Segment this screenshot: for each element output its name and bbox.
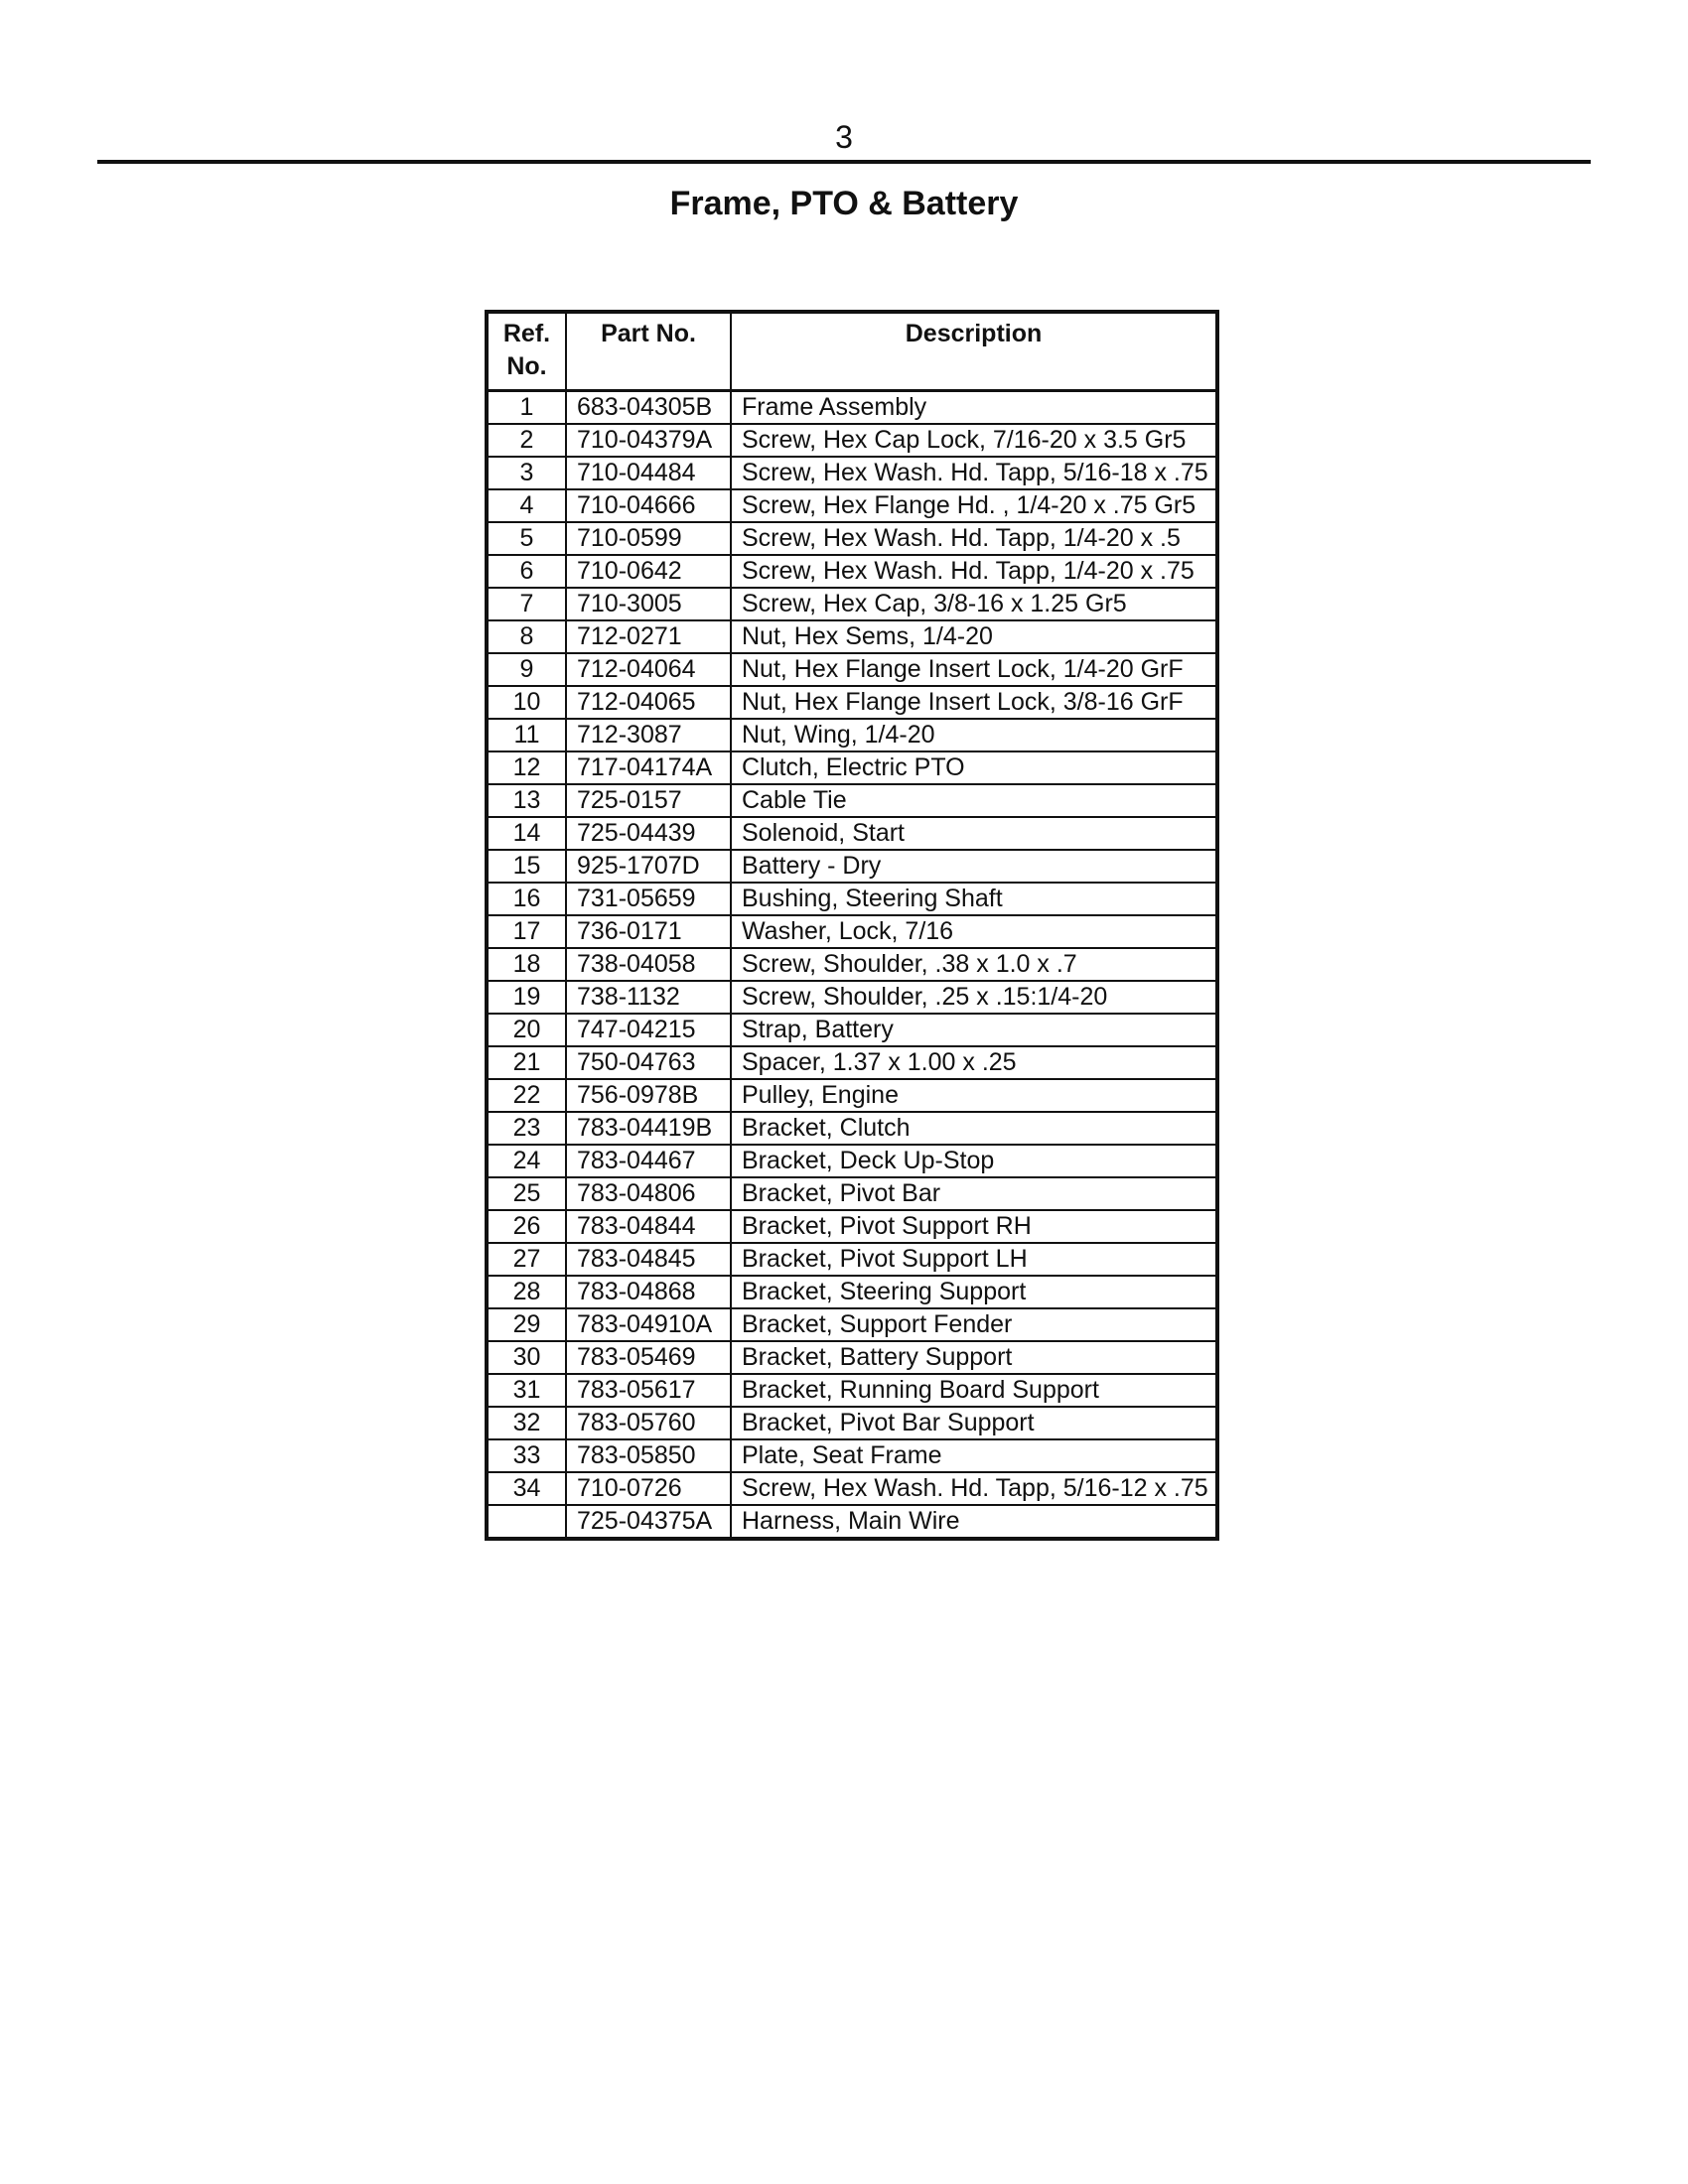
table-row [487, 1112, 1217, 1145]
ref-no-cell: 3 [487, 457, 566, 489]
ref-no-cell: 18 [487, 948, 566, 981]
description-cell: Screw, Hex Cap, 3/8-16 x 1.25 Gr5 [731, 588, 1217, 620]
header-rule [97, 160, 1591, 164]
description-cell: Bracket, Pivot Bar [731, 1177, 1217, 1210]
ref-no-column-header: Ref. No. [487, 312, 566, 391]
parts-table-body [487, 391, 1217, 1540]
part-no-cell: 783-05469 [566, 1341, 731, 1374]
table-row [487, 1374, 1217, 1407]
table-row [487, 817, 1217, 850]
ref-no-cell: 17 [487, 915, 566, 948]
ref-no-cell: 30 [487, 1341, 566, 1374]
ref-no-cell: 28 [487, 1276, 566, 1308]
table-row [487, 620, 1217, 653]
part-no-column-header: Part No. [566, 312, 731, 391]
part-no-cell: 710-04484 [566, 457, 731, 489]
ref-no-cell: 20 [487, 1014, 566, 1046]
table-row [487, 1308, 1217, 1341]
ref-no-cell: 32 [487, 1407, 566, 1439]
table-row [487, 850, 1217, 883]
part-no-cell: 783-04806 [566, 1177, 731, 1210]
table-row [487, 1046, 1217, 1079]
description-cell: Plate, Seat Frame [731, 1439, 1217, 1472]
description-cell: Solenoid, Start [731, 817, 1217, 850]
part-no-cell: 712-0271 [566, 620, 731, 653]
part-no-cell: 712-3087 [566, 719, 731, 751]
description-cell: Strap, Battery [731, 1014, 1217, 1046]
part-no-cell: 925-1707D [566, 850, 731, 883]
part-no-cell: 710-04666 [566, 489, 731, 522]
ref-no-cell: 1 [487, 391, 566, 425]
description-cell: Screw, Hex Wash. Hd. Tapp, 5/16-12 x .75 [731, 1472, 1217, 1505]
section-title: Frame, PTO & Battery [669, 185, 1019, 222]
ref-no-cell: 25 [487, 1177, 566, 1210]
ref-no-cell [487, 1505, 566, 1539]
parts-table [485, 310, 1219, 1541]
description-cell: Bushing, Steering Shaft [731, 883, 1217, 915]
ref-no-cell: 34 [487, 1472, 566, 1505]
part-no-cell: 725-04375A [566, 1505, 731, 1539]
table-row [487, 915, 1217, 948]
part-no-cell: 710-0599 [566, 522, 731, 555]
part-no-cell: 783-04844 [566, 1210, 731, 1243]
part-no-cell: 783-04419B [566, 1112, 731, 1145]
description-column-header: Description [731, 312, 1217, 391]
part-no-cell: 712-04064 [566, 653, 731, 686]
ref-no-cell: 27 [487, 1243, 566, 1276]
description-cell: Screw, Shoulder, .38 x 1.0 x .7 [731, 948, 1217, 981]
description-cell: Nut, Wing, 1/4-20 [731, 719, 1217, 751]
description-cell: Screw, Hex Wash. Hd. Tapp, 1/4-20 x .75 [731, 555, 1217, 588]
part-no-cell: 747-04215 [566, 1014, 731, 1046]
table-row [487, 1145, 1217, 1177]
description-cell: Bracket, Running Board Support [731, 1374, 1217, 1407]
part-no-cell: 725-04439 [566, 817, 731, 850]
table-row [487, 391, 1217, 425]
part-no-cell: 717-04174A [566, 751, 731, 784]
description-cell: Nut, Hex Flange Insert Lock, 1/4-20 GrF [731, 653, 1217, 686]
part-no-cell: 756-0978B [566, 1079, 731, 1112]
ref-no-cell: 26 [487, 1210, 566, 1243]
part-no-cell: 710-0642 [566, 555, 731, 588]
description-cell: Bracket, Steering Support [731, 1276, 1217, 1308]
table-row [487, 1014, 1217, 1046]
description-cell: Harness, Main Wire [731, 1505, 1217, 1539]
part-no-cell: 738-04058 [566, 948, 731, 981]
part-no-cell: 783-05850 [566, 1439, 731, 1472]
part-no-cell: 710-0726 [566, 1472, 731, 1505]
table-row [487, 1341, 1217, 1374]
table-row [487, 555, 1217, 588]
table-row [487, 1079, 1217, 1112]
description-cell: Bracket, Support Fender [731, 1308, 1217, 1341]
ref-no-cell: 6 [487, 555, 566, 588]
ref-no-cell: 19 [487, 981, 566, 1014]
table-row [487, 686, 1217, 719]
part-no-cell: 783-05617 [566, 1374, 731, 1407]
table-row [487, 751, 1217, 784]
part-no-cell: 710-04379A [566, 424, 731, 457]
table-row [487, 457, 1217, 489]
table-row [487, 489, 1217, 522]
table-row [487, 1407, 1217, 1439]
description-cell: Bracket, Pivot Bar Support [731, 1407, 1217, 1439]
description-cell: Cable Tie [731, 784, 1217, 817]
description-cell: Frame Assembly [731, 391, 1217, 425]
table-row [487, 1243, 1217, 1276]
part-no-cell: 710-3005 [566, 588, 731, 620]
ref-no-cell: 2 [487, 424, 566, 457]
description-cell: Screw, Hex Cap Lock, 7/16-20 x 3.5 Gr5 [731, 424, 1217, 457]
description-cell: Spacer, 1.37 x 1.00 x .25 [731, 1046, 1217, 1079]
part-no-cell: 712-04065 [566, 686, 731, 719]
table-row [487, 1177, 1217, 1210]
table-row [487, 1439, 1217, 1472]
table-row [487, 1210, 1217, 1243]
description-cell: Screw, Hex Wash. Hd. Tapp, 5/16-18 x .75 [731, 457, 1217, 489]
table-row [487, 981, 1217, 1014]
ref-no-cell: 11 [487, 719, 566, 751]
description-cell: Screw, Shoulder, .25 x .15:1/4-20 [731, 981, 1217, 1014]
ref-no-cell: 23 [487, 1112, 566, 1145]
ref-no-cell: 9 [487, 653, 566, 686]
ref-no-cell: 5 [487, 522, 566, 555]
part-no-cell: 683-04305B [566, 391, 731, 425]
ref-no-cell: 31 [487, 1374, 566, 1407]
description-cell: Washer, Lock, 7/16 [731, 915, 1217, 948]
ref-no-cell: 22 [487, 1079, 566, 1112]
part-no-cell: 783-05760 [566, 1407, 731, 1439]
table-row [487, 883, 1217, 915]
description-cell: Pulley, Engine [731, 1079, 1217, 1112]
description-cell: Battery - Dry [731, 850, 1217, 883]
ref-no-cell: 14 [487, 817, 566, 850]
part-no-cell: 731-05659 [566, 883, 731, 915]
description-cell: Nut, Hex Flange Insert Lock, 3/8-16 GrF [731, 686, 1217, 719]
part-no-cell: 783-04910A [566, 1308, 731, 1341]
description-cell: Bracket, Pivot Support LH [731, 1243, 1217, 1276]
table-row [487, 719, 1217, 751]
table-row [487, 1472, 1217, 1505]
ref-no-cell: 24 [487, 1145, 566, 1177]
ref-no-cell: 33 [487, 1439, 566, 1472]
description-cell: Bracket, Deck Up-Stop [731, 1145, 1217, 1177]
ref-no-cell: 12 [487, 751, 566, 784]
table-row [487, 588, 1217, 620]
ref-no-cell: 16 [487, 883, 566, 915]
ref-no-cell: 29 [487, 1308, 566, 1341]
table-row [487, 653, 1217, 686]
description-cell: Bracket, Battery Support [731, 1341, 1217, 1374]
part-no-cell: 783-04467 [566, 1145, 731, 1177]
part-no-cell: 738-1132 [566, 981, 731, 1014]
part-no-cell: 750-04763 [566, 1046, 731, 1079]
ref-no-cell: 10 [487, 686, 566, 719]
description-cell: Clutch, Electric PTO [731, 751, 1217, 784]
part-no-cell: 725-0157 [566, 784, 731, 817]
description-cell: Screw, Hex Wash. Hd. Tapp, 1/4-20 x .5 [731, 522, 1217, 555]
ref-no-cell: 8 [487, 620, 566, 653]
table-row [487, 522, 1217, 555]
ref-no-cell: 7 [487, 588, 566, 620]
table-row [487, 1505, 1217, 1539]
part-no-cell: 783-04868 [566, 1276, 731, 1308]
parts-table-header-row [487, 312, 1217, 391]
part-no-cell: 783-04845 [566, 1243, 731, 1276]
table-row [487, 424, 1217, 457]
ref-no-cell: 21 [487, 1046, 566, 1079]
description-cell: Bracket, Clutch [731, 1112, 1217, 1145]
description-cell: Screw, Hex Flange Hd. , 1/4-20 x .75 Gr5 [731, 489, 1217, 522]
description-cell: Nut, Hex Sems, 1/4-20 [731, 620, 1217, 653]
page-number: 3 [835, 119, 853, 155]
ref-no-cell: 15 [487, 850, 566, 883]
ref-no-cell: 4 [487, 489, 566, 522]
part-no-cell: 736-0171 [566, 915, 731, 948]
description-cell: Bracket, Pivot Support RH [731, 1210, 1217, 1243]
table-row [487, 1276, 1217, 1308]
ref-no-cell: 13 [487, 784, 566, 817]
table-row [487, 948, 1217, 981]
table-row [487, 784, 1217, 817]
